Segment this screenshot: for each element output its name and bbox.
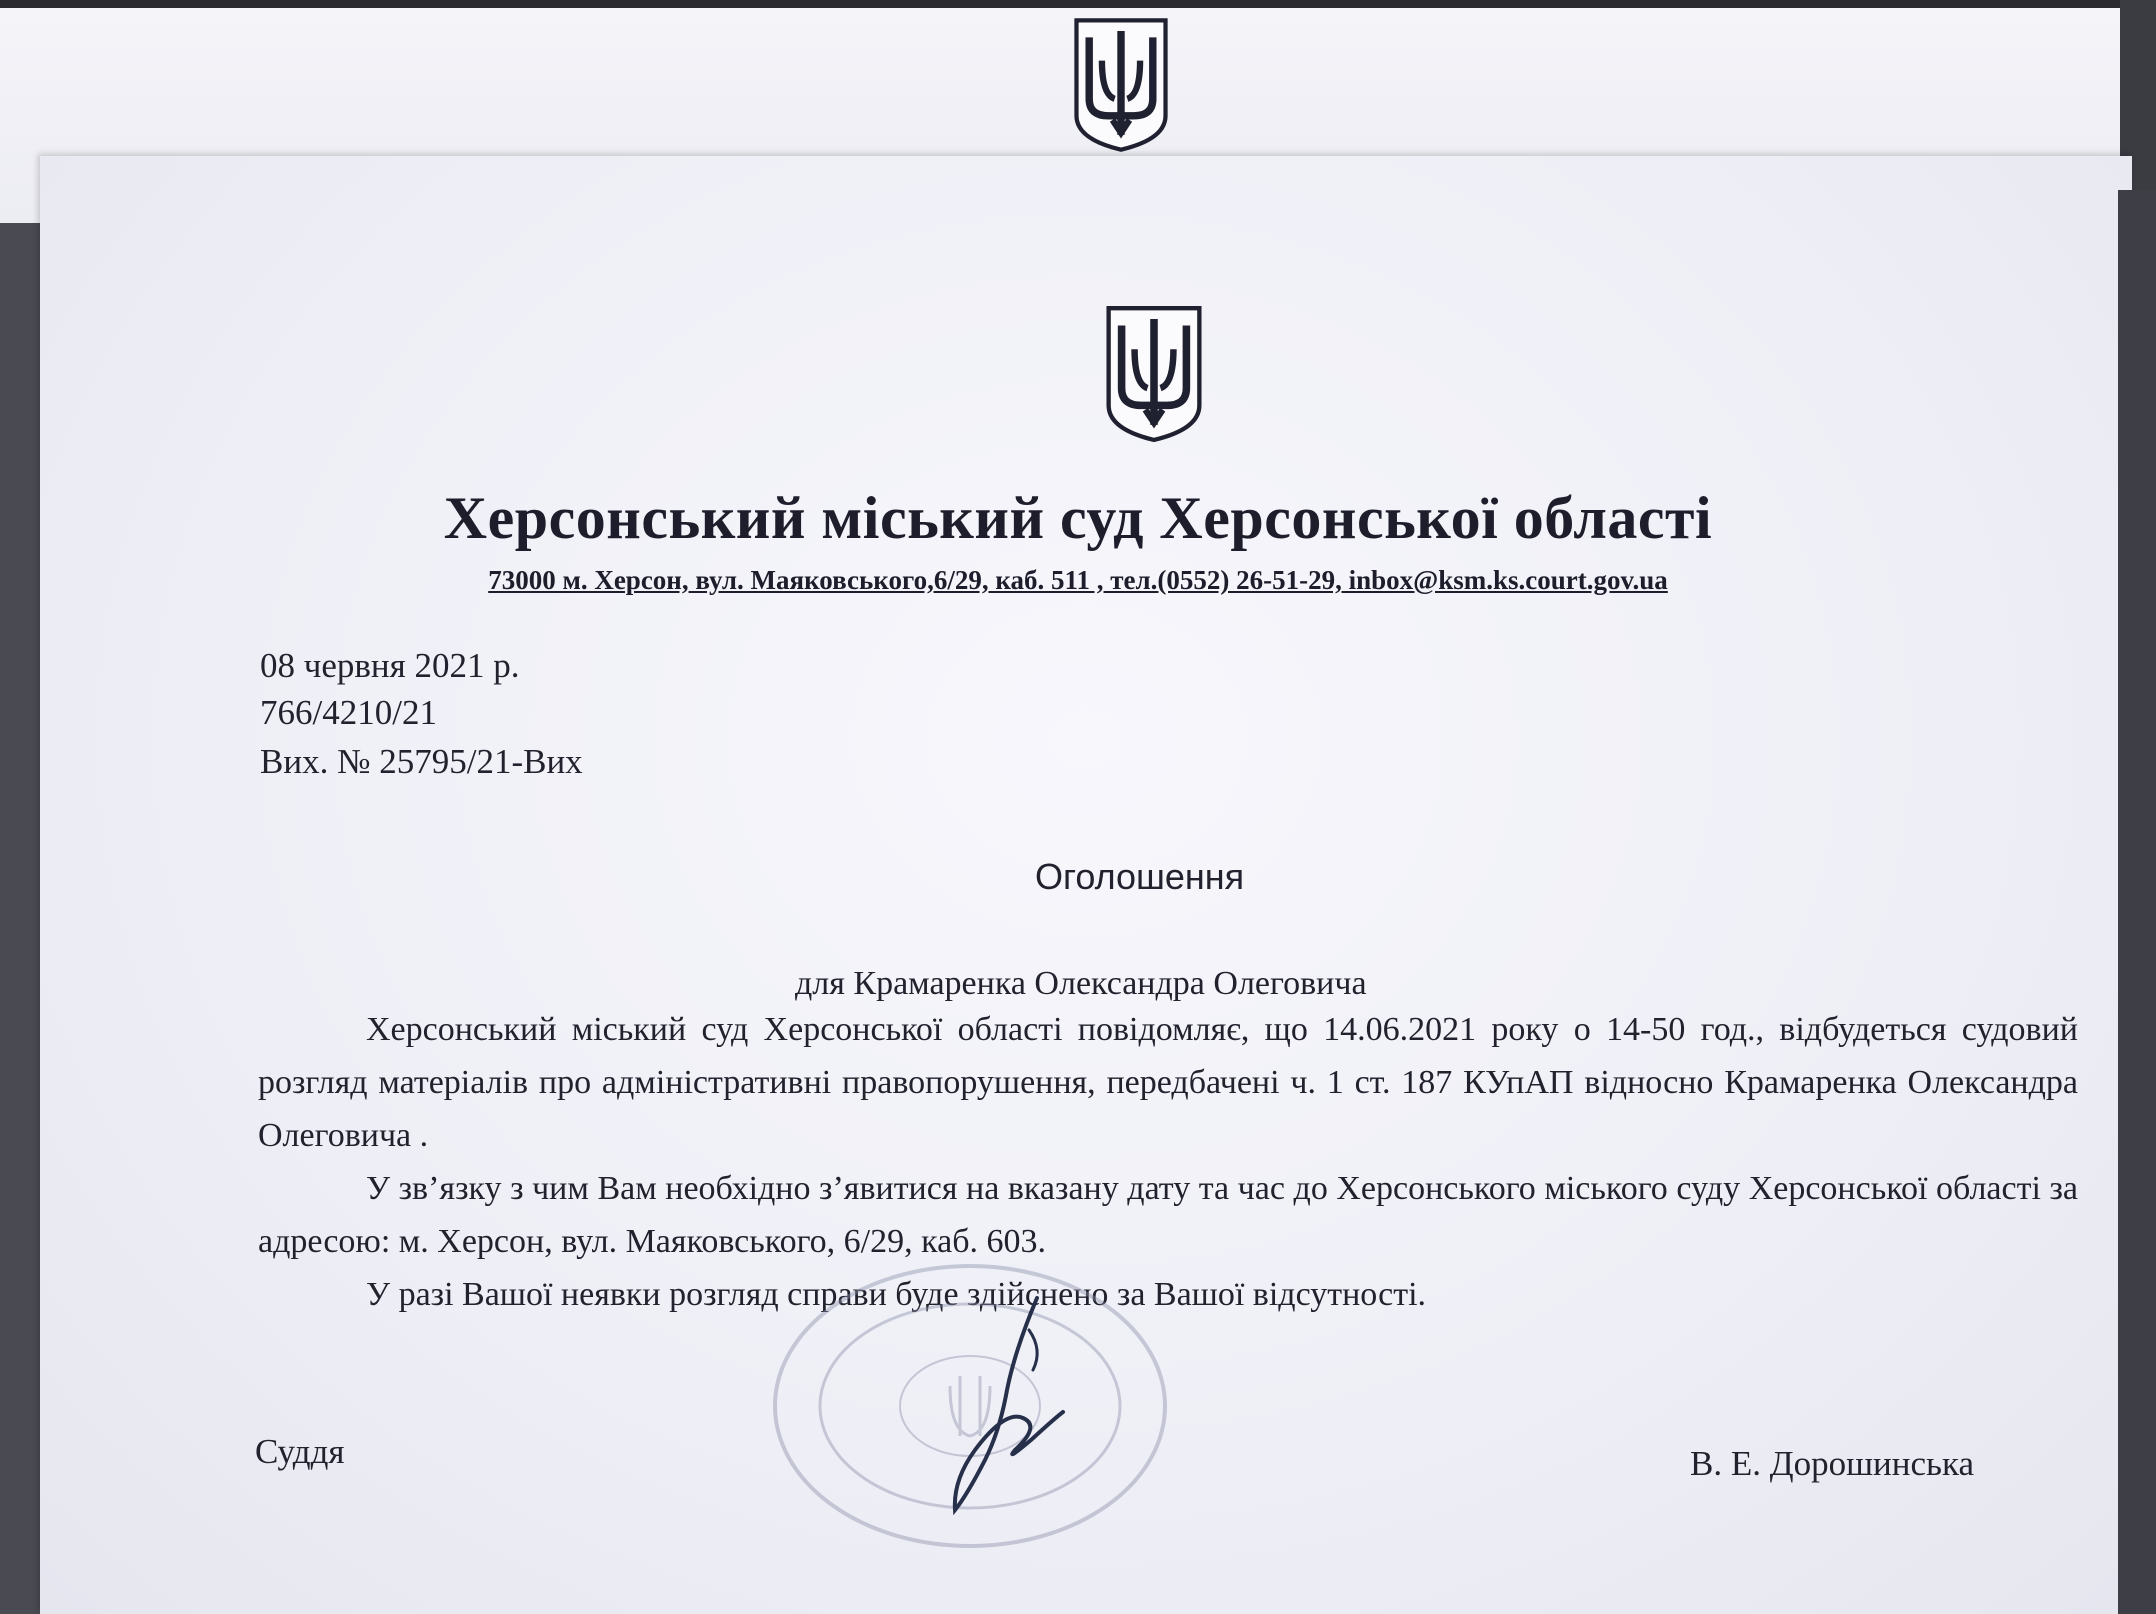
signatory-name: В. Е. Дорошинська [1690, 1444, 1975, 1483]
notice-paragraph: У разі Вашої неявки розгляд справи буде здійснено за Вашої відсутності. [366, 1276, 1427, 1313]
notice-heading: Оголошення [1035, 856, 1245, 897]
trident-emblem-icon [1100, 300, 1208, 446]
case-number: 766/4210/21 [260, 693, 437, 732]
court-title: Херсонський міський суд Херсонської області [443, 485, 1713, 551]
notice-paragraph: У зв’язку з чим Вам необхідно з’явитися на вказану дату та час до Херсонського міського суду Херсонської області за адресою: м. Херсон, вул. Маяковського, 6/29, каб. 603. [258, 1170, 2078, 1260]
trident-emblem-icon [1068, 14, 1174, 154]
document-shadow [2118, 190, 2156, 1614]
notice-addressee: для Крамаренка Олександра Олеговича [795, 965, 1367, 1002]
handwritten-signature [945, 1290, 1085, 1520]
document-date: 08 червня 2021 р. [260, 646, 520, 685]
court-address: 73000 м. Херсон, вул. Маяковського,6/29, каб. 511 , тел.(0552) 26-51-29, inbox@ksm.ks.court.gov.ua [488, 565, 1668, 595]
notice-paragraph: Херсонський міський суд Херсонської області повідомляє, що 14.06.2021 року о 14-50 год., відбудеться судовий розгляд матеріалів про адміністративні правопорушення, передбачені ч. 1 ст. 187 КУпАП відносно Крамаренка Олександра Олеговича . [258, 1011, 2078, 1154]
outgoing-number: Вих. № 25795/21-Вих [260, 742, 583, 781]
signatory-role: Суддя [255, 1432, 345, 1471]
